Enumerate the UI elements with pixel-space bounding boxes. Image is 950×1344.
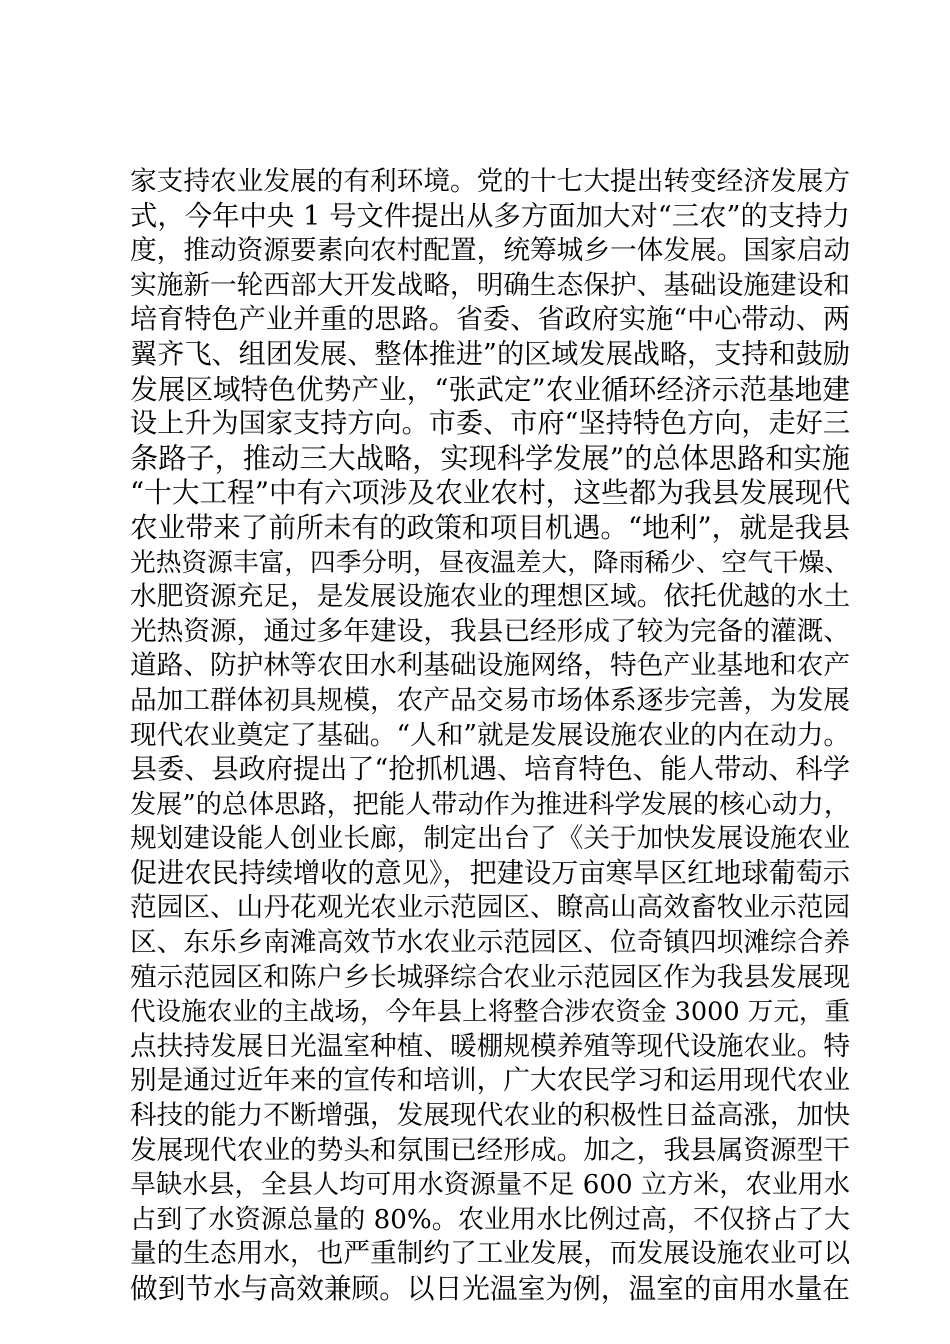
- text-line: 别是通过近年来的宣传和培训，广大农民学习和运用现代农业: [130, 1065, 850, 1097]
- text-line: 促进农民持续增收的意见》，把建设万亩寒旱区红地球葡萄示: [130, 857, 850, 889]
- text-line: 发展区域特色优势产业，“张武定”农业循环经济示范基地建: [130, 372, 850, 406]
- text-line: 设上升为国家支持方向。市委、市府“坚持特色方向，走好三: [130, 408, 850, 440]
- body-text: [130, 165, 850, 1307]
- text-line: 量的生态用水，也严重制约了工业发展，而发展设施农业可以: [130, 1238, 850, 1270]
- text-line: 农业带来了前所未有的政策和项目机遇。“地利”，就是我县: [130, 510, 850, 544]
- text-line: 实施新一轮西部大开发战略，明确生态保护、基础设施建设和: [130, 269, 850, 301]
- text-line: 发展现代农业的势头和氛围已经形成。加之，我县属资源型干: [130, 1134, 850, 1166]
- text-line: 光热资源，通过多年建设，我县已经形成了较为完备的灌溉、: [130, 615, 850, 647]
- text-line: 做到节水与高效兼顾。以日光温室为例，温室的亩用水量在: [130, 1272, 850, 1305]
- text-line: “十大工程”中有六项涉及农业农村，这些都为我县发展现代: [130, 476, 850, 510]
- text-line: 规划建设能人创业长廊，制定出台了《关于加快发展设施农业: [130, 823, 850, 855]
- text-line: 殖示范园区和陈户乡长城驿综合农业示范园区作为我县发展现: [130, 961, 850, 993]
- text-line: 旱缺水县，全县人均可用水资源量不足 600 立方米，农业用水: [130, 1170, 850, 1201]
- text-line: 度，推动资源要素向农村配置，统筹城乡一体发展。国家启动: [130, 235, 850, 267]
- text-line: 道路、防护林等农田水利基础设施网络，特色产业基地和农产: [130, 650, 850, 682]
- text-line: 现代农业奠定了基础。“人和”就是发展设施农业的内在动力。: [130, 719, 850, 751]
- text-line: 培育特色产业并重的思路。省委、省政府实施“中心带动、两: [130, 304, 850, 336]
- text-line: 光热资源丰富，四季分明，昼夜温差大，降雨稀少、空气干燥、: [130, 547, 850, 578]
- text-line: 点扶持发展日光温室种植、暖棚规模养殖等现代设施农业。特: [130, 1030, 850, 1062]
- text-line: 县委、县政府提出了“抢抓机遇、培育特色、能人带动、科学: [130, 754, 850, 786]
- text-line: 占到了水资源总量的 80%。农业用水比例过高，不仅挤占了大: [130, 1204, 850, 1235]
- text-line: 品加工群体初具规模，农产品交易市场体系逐步完善，为发展: [130, 684, 850, 716]
- text-line: 条路子，推动三大战略，实现科学发展”的总体思路和实施: [130, 441, 850, 475]
- text-line: 科技的能力不断增强，发展现代农业的积极性日益高涨，加快: [130, 1100, 850, 1132]
- text-line: 区、东乐乡南滩高效节水农业示范园区、位奇镇四坝滩综合养: [130, 927, 850, 959]
- text-line: 翼齐飞、组团发展、整体推进”的区域发展战略，支持和鼓励: [130, 338, 850, 370]
- text-line: 范园区、山丹花观光农业示范园区、瞭高山高效畜牧业示范园: [130, 892, 850, 924]
- text-line: 式，今年中央 1 号文件提出从多方面加大对“三农”的支持力: [130, 200, 850, 232]
- text-line: 发展”的总体思路，把能人带动作为推进科学发展的核心动力，: [130, 789, 850, 820]
- text-line: 家支持农业发展的有利环境。党的十七大提出转变经济发展方: [130, 166, 850, 197]
- text-line: 代设施农业的主战场，今年县上将整合涉农资金 3000 万元，重: [130, 997, 850, 1028]
- text-line: 水肥资源充足，是发展设施农业的理想区域。依托优越的水土: [130, 581, 850, 613]
